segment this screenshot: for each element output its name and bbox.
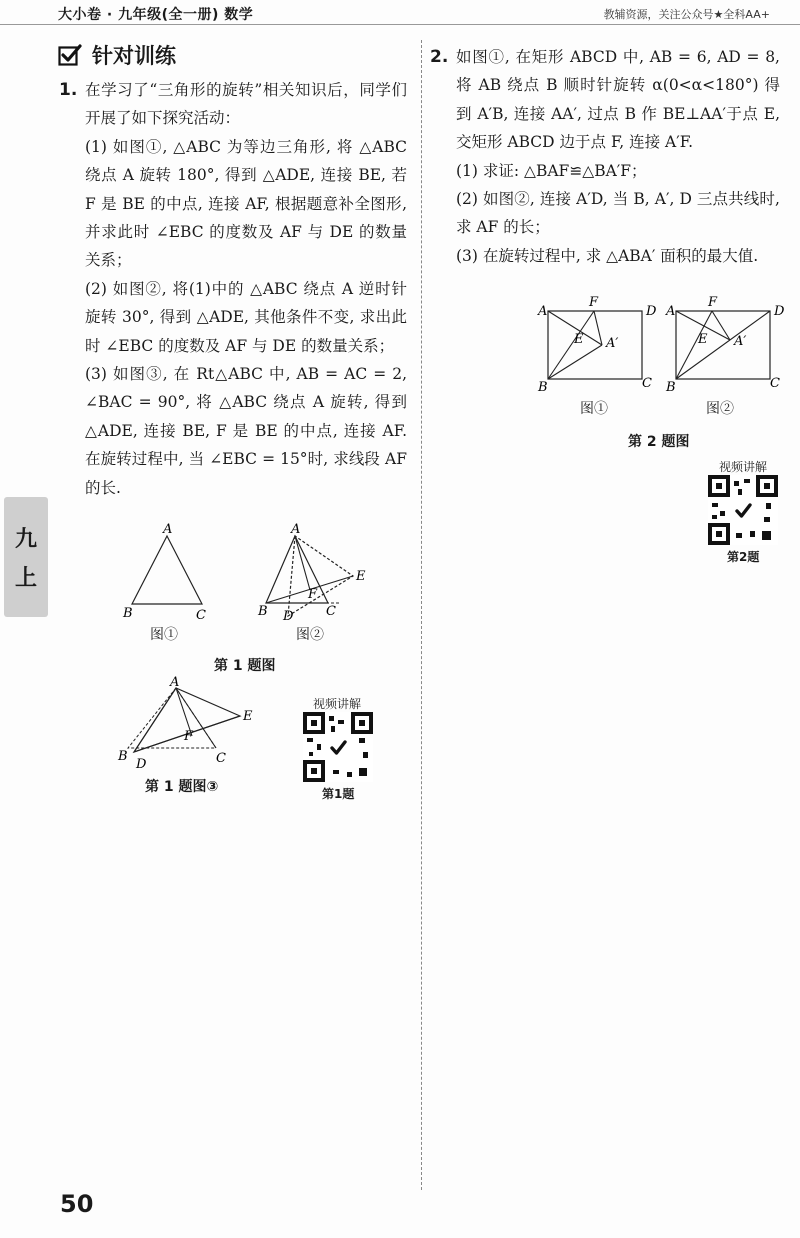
checkbox-checked-icon	[58, 44, 82, 66]
question-number: 1.	[59, 80, 78, 100]
figure-caption: 第 2 题图	[628, 434, 690, 450]
header-rule	[0, 24, 800, 25]
point-label: A′	[606, 336, 619, 351]
fig-label: 图②	[296, 627, 324, 643]
point-label: D	[283, 609, 294, 624]
qr-code-icon[interactable]	[303, 712, 373, 782]
point-label: B	[666, 380, 676, 395]
column-divider	[421, 40, 422, 1190]
question-number: 2.	[430, 47, 449, 67]
page-number: 50	[60, 1190, 94, 1218]
question-part-3: (3) 在旋转过程中, 求 △ABA′ 面积的最大值.	[456, 246, 759, 265]
point-label: A	[170, 676, 180, 690]
side-tab-char: 九	[14, 527, 37, 552]
point-label: B	[118, 749, 128, 764]
q2-figure-1	[534, 293, 664, 395]
question-part-1: (1) 如图①, △ABC 为等边三角形, 将 △ABC 绕点 A 旋转 180°, 得到 △ADE, 连接 BE, 若 F 是 BE 的中点, 连接 AF, 根据题意补全图形, 并求此时 ∠EBC 的度数及 AF 与 DE 的数量关系；	[85, 137, 407, 270]
point-label: B	[258, 604, 268, 619]
q2-figure-2	[662, 293, 792, 395]
header-promo: 教辅资源，关注公众号★全科AA+	[603, 8, 770, 21]
q1-figure-1	[118, 522, 218, 624]
fig-label: 图①	[150, 627, 178, 643]
point-label: B	[538, 380, 548, 395]
grade-side-tab	[4, 497, 48, 617]
point-label: C	[642, 376, 652, 391]
point-label: E	[356, 569, 366, 584]
point-label: F	[589, 295, 599, 310]
question-part-1: (1) 求证: △BAF≌△BA′F；	[456, 161, 647, 180]
point-label: D	[774, 304, 785, 319]
point-label: A	[291, 522, 301, 537]
question-intro: 如图①, 在矩形 ABCD 中, AB = 6, AD = 8, 将 AB 绕点 B 顺时针旋转 α(0<α<180°) 得到 A′B, 连接 AA′, 过点 B 作 BE⊥AA′于点 E, 交矩形 ABCD 边于点 F, 连接 A′F.	[456, 48, 780, 152]
point-label: D	[136, 757, 147, 772]
point-label: A	[538, 304, 548, 319]
qr-title: 视频讲解	[719, 460, 768, 474]
point-label: E	[243, 709, 253, 724]
fig-label: 图①	[580, 401, 608, 417]
q1-figure-2	[250, 522, 375, 624]
qr-title: 视频讲解	[313, 697, 362, 711]
qr-code-icon[interactable]	[708, 475, 778, 545]
qr-caption: 第1题	[322, 787, 355, 801]
point-label: F	[308, 587, 318, 602]
point-label: C	[196, 608, 206, 623]
question-part-2: (2) 如图②, 将(1)中的 △ABC 绕点 A 逆时针旋转 30°, 得到 △ADE, 其他条件不变, 求出此时 ∠EBC 的度数及 AF 与 DE 的数量关系；	[85, 279, 407, 355]
question-part-3: (3) 如图③, 在 Rt△ABC 中, AB = AC = 2, ∠BAC = 90°, 将 △ABC 绕点 A 旋转, 得到 △ADE, 连接 BE, F 是 BE 的中点, 连接 AF. 在旋转过程中, 当 ∠EBC = 15°时, 求线段 AF 的长.	[85, 365, 407, 497]
point-label: F	[708, 295, 718, 310]
point-label: E	[574, 332, 584, 347]
qr-caption: 第2题	[727, 550, 760, 564]
question-part-2: (2) 如图②, 连接 A′D, 当 B, A′, D 三点共线时, 求 AF 的长；	[456, 190, 780, 237]
point-label: D	[646, 304, 657, 319]
section-title	[58, 40, 176, 70]
point-label: A	[163, 522, 173, 537]
question-1	[59, 76, 407, 502]
point-label: C	[326, 604, 336, 619]
point-label: E	[698, 332, 708, 347]
point-label: A′	[734, 334, 747, 349]
question-intro: 在学习了“三角形的旋转”相关知识后，同学们开展了如下探究活动：	[85, 81, 407, 128]
figure-caption: 第 1 题图③	[145, 779, 219, 795]
section-title-text: 针对训练	[92, 44, 176, 68]
point-label: C	[770, 376, 780, 391]
fig-label: 图②	[706, 401, 734, 417]
figure-caption: 第 1 题图	[214, 658, 276, 674]
point-label: F	[184, 729, 194, 744]
book-header: 大小卷 · 九年级(全一册) 数学	[58, 7, 254, 23]
q1-figure-3	[112, 676, 262, 776]
point-label: A	[666, 304, 676, 319]
question-2	[430, 43, 780, 270]
point-label: C	[216, 751, 226, 766]
point-label: B	[123, 606, 133, 621]
side-tab-char: 上	[14, 566, 37, 591]
